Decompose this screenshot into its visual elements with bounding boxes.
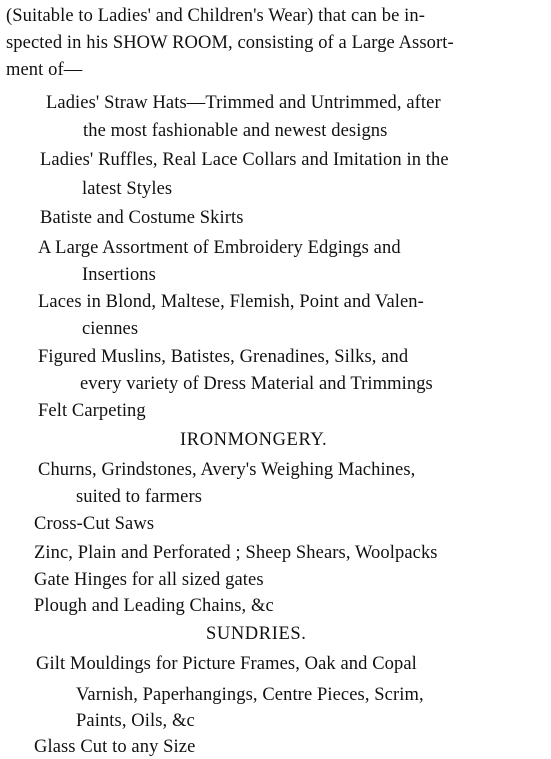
list-item: A Large Assortment of Embroidery Edgings and — [38, 238, 401, 258]
list-item-continuation: every variety of Dress Material and Trimmings — [80, 374, 433, 394]
list-item: Glass Cut to any Size — [34, 737, 196, 757]
list-item: Churns, Grindstones, Avery's Weighing Machines, — [38, 460, 416, 480]
list-item: Zinc, Plain and Perforated ; Sheep Shears, Woolpacks — [34, 543, 438, 563]
list-item: Gate Hinges for all sized gates — [34, 570, 264, 590]
list-item-continuation: Insertions — [82, 265, 156, 285]
list-item-continuation: the most fashionable and newest designs — [83, 121, 388, 141]
list-item: Plough and Leading Chains, &c — [34, 596, 274, 616]
list-item: Ladies' Ruffles, Real Lace Collars and Imitation in the — [40, 150, 449, 170]
list-item: Figured Muslins, Batistes, Grenadines, Silks, and — [38, 347, 409, 367]
list-item: Gilt Mouldings for Picture Frames, Oak and Copal — [36, 654, 417, 674]
list-item: Felt Carpeting — [38, 401, 146, 421]
list-item: Batiste and Costume Skirts — [40, 208, 244, 228]
list-item: Cross-Cut Saws — [34, 514, 155, 534]
list-item-continuation: latest Styles — [82, 179, 173, 199]
section-heading-sundries: SUNDRIES. — [206, 624, 307, 644]
text-line: spected in his SHOW ROOM, consisting of a Large Assort- — [6, 33, 454, 53]
list-item: Laces in Blond, Maltese, Flemish, Point and Valen- — [38, 292, 424, 312]
list-item-continuation: suited to farmers — [76, 487, 203, 507]
text-line: (Suitable to Ladies' and Children's Wear) that can be in- — [6, 6, 425, 26]
list-item: Ladies' Straw Hats—Trimmed and Untrimmed, after — [46, 93, 441, 113]
text-line: ment of— — [6, 60, 83, 80]
list-item-continuation: ciennes — [82, 319, 139, 339]
list-item-continuation: Varnish, Paperhangings, Centre Pieces, Scrim, — [76, 685, 424, 705]
list-item-continuation: Paints, Oils, &c — [76, 711, 195, 731]
section-heading-ironmongery: IRONMONGERY. — [180, 430, 328, 450]
